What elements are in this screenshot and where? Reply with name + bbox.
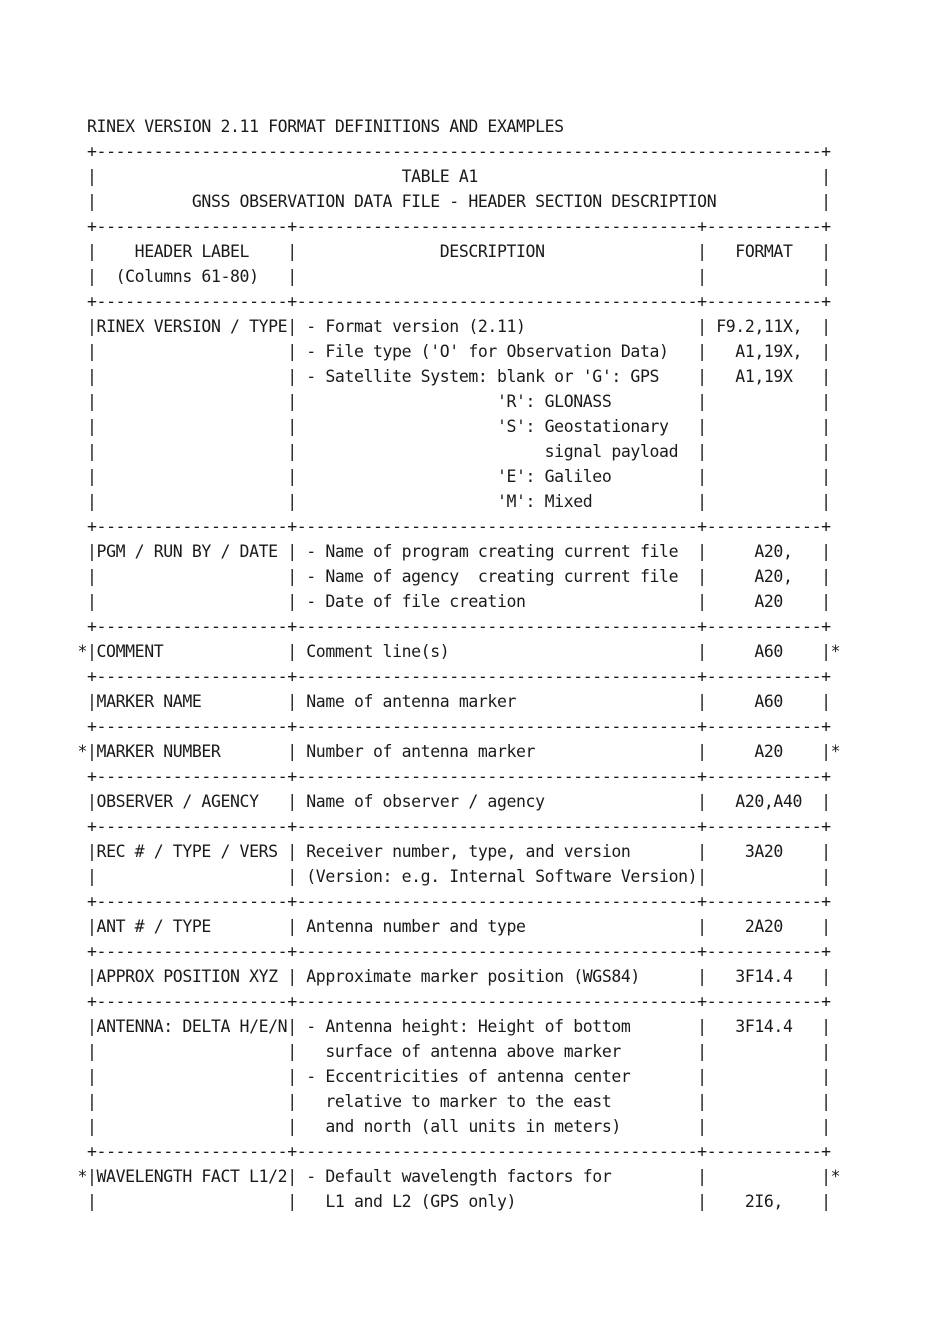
table-separator: +--------------------+------------------------------------------+------------+ [87,892,831,911]
table-separator: +--------------------+------------------------------------------+------------+ [87,667,831,686]
table-row: | | 'E': Galileo | | [87,467,831,486]
table-row: | | signal payload | | [87,442,831,461]
table-separator: +--------------------+------------------------------------------+------------+ [87,992,831,1011]
table-separator: +--------------------+------------------------------------------+------------+ [87,517,831,536]
table-row: | | - Satellite System: blank or 'G': GPS | A1,19X | [87,367,831,386]
table-separator: +--------------------+------------------------------------------+------------+ [87,617,831,636]
table-row: | | 'S': Geostationary | | [87,417,831,436]
table-border-top: +----------------------------------------------------------------------------+ [87,142,831,161]
document-title: RINEX VERSION 2.11 FORMAT DEFINITIONS AND EXAMPLES [87,117,564,136]
table-separator: +--------------------+------------------------------------------+------------+ [87,817,831,836]
table-row-optional: *|WAVELENGTH FACT L1/2| - Default wavelength factors for | |* [77,1167,841,1186]
column-header-row: | (Columns 61-80) | | | [87,267,831,286]
table-row: |MARKER NAME | Name of antenna marker | A60 | [87,692,831,711]
table-row: | | and north (all units in meters) | | [87,1117,831,1136]
table-separator: +--------------------+------------------------------------------+------------+ [87,217,831,236]
table-row: | | 'M': Mixed | | [87,492,831,511]
table-separator: +--------------------+------------------------------------------+------------+ [87,292,831,311]
table-row: | | surface of antenna above marker | | [87,1042,831,1061]
table-row: |RINEX VERSION / TYPE| - Format version (2.11) | F9.2,11X, | [87,317,831,336]
table-row: | | - Date of file creation | A20 | [87,592,831,611]
table-row: | | - Name of agency creating current file | A20, | [87,567,831,586]
table-row: | | - File type ('O' for Observation Data) | A1,19X, | [87,342,831,361]
table-separator: +--------------------+------------------------------------------+------------+ [87,1142,831,1161]
table-row: | | L1 and L2 (GPS only) | 2I6, | [87,1192,831,1211]
table-row: |PGM / RUN BY / DATE | - Name of program creating current file | A20, | [87,542,831,561]
table-row: | | - Eccentricities of antenna center | | [87,1067,831,1086]
table-separator: +--------------------+------------------------------------------+------------+ [87,942,831,961]
table-row-optional: *|COMMENT | Comment line(s) | A60 |* [77,642,841,661]
table-row: |APPROX POSITION XYZ | Approximate marker position (WGS84) | 3F14.4 | [87,967,831,986]
table-row: | | 'R': GLONASS | | [87,392,831,411]
table-title: | TABLE A1 | [87,167,831,186]
table-row-optional: *|MARKER NUMBER | Number of antenna marker | A20 |* [77,742,841,761]
table-subtitle: | GNSS OBSERVATION DATA FILE - HEADER SECTION DESCRIPTION | [87,192,831,211]
table-row: |ANT # / TYPE | Antenna number and type | 2A20 | [87,917,831,936]
table-row: |ANTENNA: DELTA H/E/N| - Antenna height: Height of bottom | 3F14.4 | [87,1017,831,1036]
table-row: | | (Version: e.g. Internal Software Version)| | [87,867,831,886]
table-separator: +--------------------+------------------------------------------+------------+ [87,767,831,786]
column-header-row: | HEADER LABEL | DESCRIPTION | FORMAT | [87,242,831,261]
table-row: |REC # / TYPE / VERS | Receiver number, type, and version | 3A20 | [87,842,831,861]
table-row: |OBSERVER / AGENCY | Name of observer / agency | A20,A40 | [87,792,831,811]
table-row: | | relative to marker to the east | | [87,1092,831,1111]
table-separator: +--------------------+------------------------------------------+------------+ [87,717,831,736]
